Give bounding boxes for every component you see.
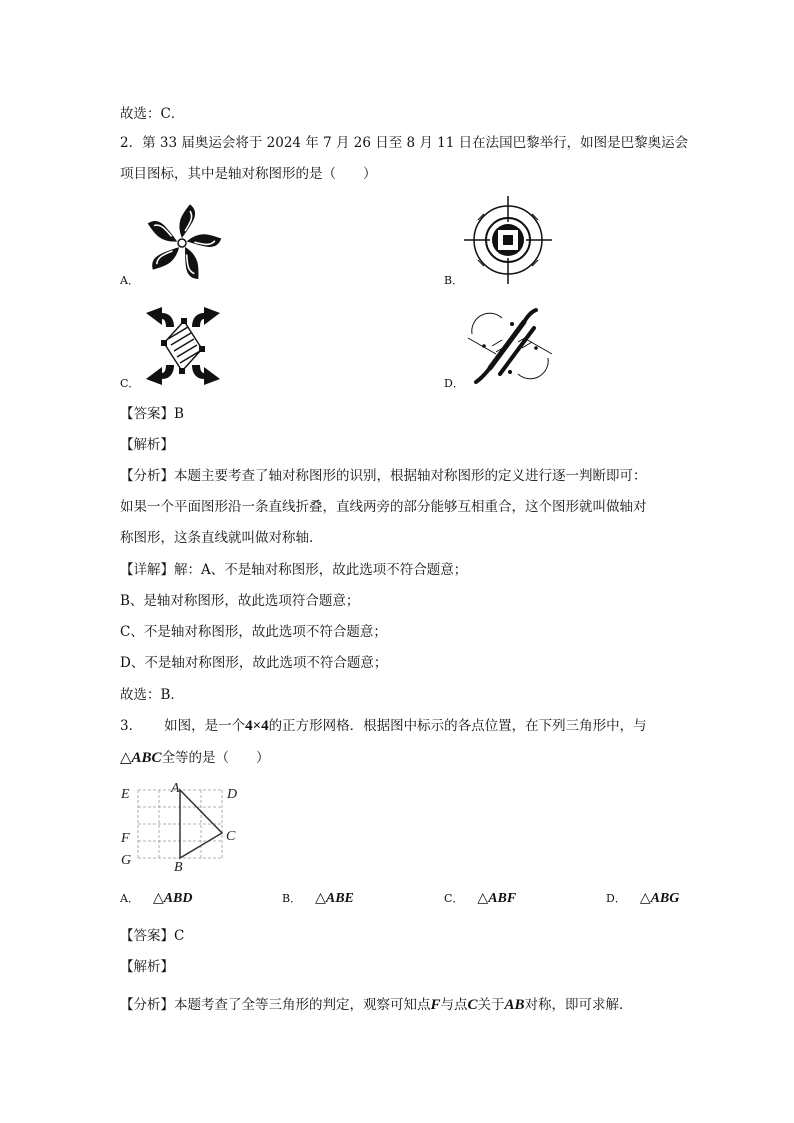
q3-analysis-post: 对称，即可求解． [524,997,633,1013]
q3-point-f: F [430,997,441,1013]
q3-analysis [120,996,633,1014]
q3-option-a [120,890,193,907]
grid-label-g: G [121,853,132,868]
q2-stem-line1: 2．第 33 届奥运会将于 2024 年 7 月 26 日至 8 月 11 日在法国巴黎举行，如图是巴黎奥运会 [120,135,689,151]
q2-jiexi-heading: 【解析】 [120,437,174,453]
q3-option-b-letter: B． [282,892,302,905]
q3-analysis-mid2: 关于 [477,997,505,1013]
q2-answer: 【答案】B [120,406,184,422]
q2-conclusion: 故选：B． [120,687,184,703]
q3-option-b-triangle: △ABE [315,891,354,906]
q2-detail-line2: B、是轴对称图形，故此选项符合题意； [120,593,360,609]
q3-option-b [282,890,354,907]
q2-option-d-label: D． [444,377,464,390]
q3-option-c-triangle: △ABF [477,891,517,906]
q3-segment-ab: AB [504,997,525,1013]
q3-stem-line1 [120,717,647,735]
q2-option-c-arrows-icon [140,305,226,387]
grid-label-d: D [227,787,238,802]
q3-triangle-abc: △ABC [120,750,162,766]
q3-option-c [444,890,516,907]
grid-label-a: A [171,781,180,796]
q3-option-d [606,890,679,907]
grid-label-e: E [121,787,130,802]
q2-detail-line3: C、不是轴对称图形，故此选项不符合题意； [120,624,387,640]
q3-point-c: C [467,997,478,1013]
q3-stem-line2-post: 全等的是（ ） [161,750,270,766]
grid-label-b: B [174,860,183,875]
q2-option-b-target-icon [464,202,550,282]
grid-label-c: C [226,829,236,844]
q3-stem-post: 的正方形网格．根据图中标示的各点位置，在下列三角形中，与 [268,718,647,734]
q3-number: 3． [120,718,143,734]
q3-answer: 【答案】C [120,928,185,944]
q2-option-a-label: A． [120,274,139,287]
q3-grid-size: 4×4 [245,718,269,734]
q3-analysis-mid1: 与点 [440,997,468,1013]
q2-stem-line2: 项目图标，其中是轴对称图形的是（ ） [120,166,377,182]
q2-option-b-label: B． [444,274,464,287]
q3-analysis-pre: 【分析】本题考查了全等三角形的判定，观察可知点 [120,997,431,1013]
grid-label-f: F [121,831,130,846]
prev-conclusion: 故选：C． [120,106,185,122]
q2-analysis-line3: 称图形，这条直线就叫做对称轴． [120,530,323,546]
q2-analysis-line1: 【分析】本题主要考查了轴对称图形的识别，根据轴对称图形的定义进行逐一判断即可： [120,468,647,484]
q3-option-d-letter: D． [606,892,626,905]
q3-option-a-triangle: △ABD [152,891,193,906]
q2-detail-line4: D、不是轴对称图形，故此选项不符合题意； [120,655,388,671]
q2-option-a-pinwheel-icon [140,203,226,283]
q2-option-c-label: C． [120,377,140,390]
q3-stem-line2 [120,749,270,767]
q3-grid-figure [116,778,246,874]
q2-detail-line1: 【详解】解：A、不是轴对称图形，故此选项不符合题意； [120,562,468,578]
q2-analysis-line2: 如果一个平面图形沿一条直线折叠，直线两旁的部分能够互相重合，这个图形就叫做轴对 [120,499,647,515]
q3-option-a-letter: A． [120,892,139,905]
q3-stem-pre: 如图，是一个 [164,718,246,734]
q3-jiexi-heading: 【解析】 [120,959,174,975]
q3-option-c-letter: C． [444,892,464,905]
q2-option-d-bars-icon [462,304,558,388]
q3-option-d-triangle: △ABG [639,891,680,906]
